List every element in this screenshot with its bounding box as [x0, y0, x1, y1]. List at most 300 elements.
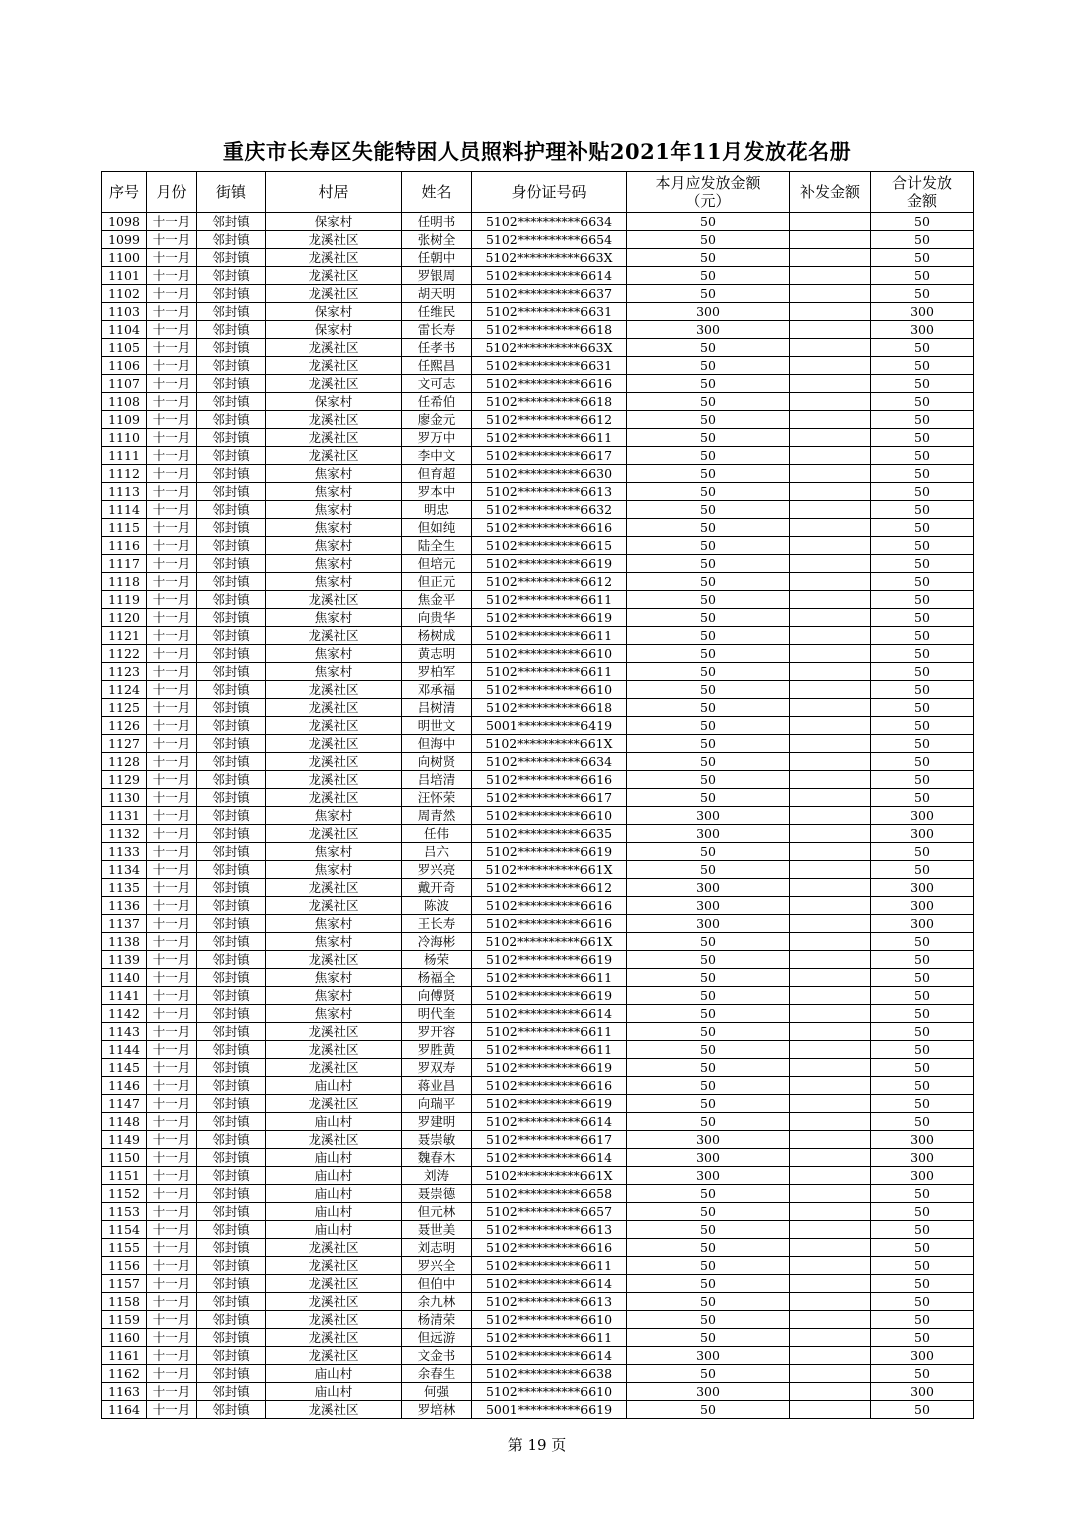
cell-id-number: 5102**********6612 — [472, 411, 627, 429]
cell-town: 邻封镇 — [197, 1239, 266, 1257]
col-header-village: 村居 — [266, 172, 402, 213]
cell-supplement-amount — [790, 1023, 871, 1041]
cell-id-number: 5102**********661X — [472, 735, 627, 753]
cell-monthly-amount: 300 — [627, 1167, 790, 1185]
cell-town: 邻封镇 — [197, 1275, 266, 1293]
cell-month: 十一月 — [147, 429, 197, 447]
cell-village: 龙溪社区 — [266, 1095, 402, 1113]
cell-supplement-amount — [790, 1185, 871, 1203]
cell-total-amount: 50 — [871, 1293, 974, 1311]
cell-total-amount: 50 — [871, 501, 974, 519]
cell-town: 邻封镇 — [197, 357, 266, 375]
cell-total-amount: 50 — [871, 861, 974, 879]
cell-id-number: 5102**********6614 — [472, 1275, 627, 1293]
cell-town: 邻封镇 — [197, 231, 266, 249]
cell-index: 1148 — [102, 1113, 147, 1131]
cell-month: 十一月 — [147, 1185, 197, 1203]
table-row — [102, 1059, 974, 1077]
cell-village: 庙山村 — [266, 1365, 402, 1383]
cell-name: 杨清荣 — [402, 1311, 472, 1329]
cell-village: 焦家村 — [266, 861, 402, 879]
cell-village: 龙溪社区 — [266, 789, 402, 807]
cell-index: 1159 — [102, 1311, 147, 1329]
cell-name: 但正元 — [402, 573, 472, 591]
cell-total-amount: 300 — [871, 1347, 974, 1365]
cell-monthly-amount: 50 — [627, 231, 790, 249]
table-row — [102, 681, 974, 699]
cell-id-number: 5102**********6610 — [472, 681, 627, 699]
cell-monthly-amount: 50 — [627, 933, 790, 951]
cell-town: 邻封镇 — [197, 1023, 266, 1041]
cell-monthly-amount: 50 — [627, 861, 790, 879]
cell-month: 十一月 — [147, 789, 197, 807]
cell-total-amount: 300 — [871, 303, 974, 321]
cell-id-number: 5102**********6634 — [472, 213, 627, 231]
cell-monthly-amount: 50 — [627, 501, 790, 519]
table-row — [102, 1131, 974, 1149]
cell-village: 龙溪社区 — [266, 1257, 402, 1275]
cell-monthly-amount: 50 — [627, 249, 790, 267]
cell-index: 1112 — [102, 465, 147, 483]
cell-supplement-amount — [790, 645, 871, 663]
table-row — [102, 267, 974, 285]
table-row — [102, 447, 974, 465]
cell-index: 1160 — [102, 1329, 147, 1347]
cell-id-number: 5102**********663X — [472, 339, 627, 357]
cell-town: 邻封镇 — [197, 663, 266, 681]
cell-monthly-amount: 50 — [627, 987, 790, 1005]
cell-village: 龙溪社区 — [266, 699, 402, 717]
cell-month: 十一月 — [147, 465, 197, 483]
table-row — [102, 285, 974, 303]
cell-month: 十一月 — [147, 1023, 197, 1041]
cell-id-number: 5102**********6615 — [472, 537, 627, 555]
cell-monthly-amount: 50 — [627, 411, 790, 429]
cell-total-amount: 50 — [871, 1365, 974, 1383]
cell-monthly-amount: 50 — [627, 1365, 790, 1383]
cell-name: 向傅贤 — [402, 987, 472, 1005]
page-number: 第 19 页 — [507, 1436, 567, 1454]
cell-name: 罗万中 — [402, 429, 472, 447]
cell-id-number: 5102**********6619 — [472, 843, 627, 861]
table-row — [102, 771, 974, 789]
cell-total-amount: 50 — [871, 231, 974, 249]
cell-supplement-amount — [790, 987, 871, 1005]
cell-id-number: 5102**********6631 — [472, 357, 627, 375]
table-row — [102, 789, 974, 807]
cell-town: 邻封镇 — [197, 339, 266, 357]
cell-village: 焦家村 — [266, 933, 402, 951]
cell-total-amount: 50 — [871, 645, 974, 663]
table-row — [102, 1113, 974, 1131]
cell-month: 十一月 — [147, 393, 197, 411]
cell-total-amount: 50 — [871, 1059, 974, 1077]
cell-id-number: 5102**********6658 — [472, 1185, 627, 1203]
cell-supplement-amount — [790, 1113, 871, 1131]
cell-month: 十一月 — [147, 231, 197, 249]
cell-village: 龙溪社区 — [266, 753, 402, 771]
cell-name: 戴开奇 — [402, 879, 472, 897]
cell-village: 保家村 — [266, 321, 402, 339]
cell-name: 任希伯 — [402, 393, 472, 411]
cell-name: 廖金元 — [402, 411, 472, 429]
cell-id-number: 5102**********6611 — [472, 1041, 627, 1059]
cell-total-amount: 50 — [871, 429, 974, 447]
table-row — [102, 843, 974, 861]
table-row — [102, 699, 974, 717]
table-row — [102, 393, 974, 411]
cell-monthly-amount: 300 — [627, 879, 790, 897]
cell-town: 邻封镇 — [197, 393, 266, 411]
table-row — [102, 1311, 974, 1329]
cell-name: 罗培林 — [402, 1401, 472, 1419]
cell-id-number: 5102**********6619 — [472, 1095, 627, 1113]
cell-village: 龙溪社区 — [266, 249, 402, 267]
cell-name: 王长寿 — [402, 915, 472, 933]
cell-monthly-amount: 50 — [627, 699, 790, 717]
cell-index: 1128 — [102, 753, 147, 771]
table-row — [102, 429, 974, 447]
cell-month: 十一月 — [147, 1257, 197, 1275]
cell-month: 十一月 — [147, 1401, 197, 1419]
cell-id-number: 5102**********6610 — [472, 807, 627, 825]
cell-id-number: 5102**********6619 — [472, 609, 627, 627]
cell-name: 但育超 — [402, 465, 472, 483]
cell-name: 但如纯 — [402, 519, 472, 537]
cell-total-amount: 50 — [871, 681, 974, 699]
cell-monthly-amount: 50 — [627, 951, 790, 969]
cell-supplement-amount — [790, 915, 871, 933]
table-row — [102, 861, 974, 879]
cell-id-number: 5102**********6618 — [472, 393, 627, 411]
cell-total-amount: 50 — [871, 717, 974, 735]
cell-name: 魏春木 — [402, 1149, 472, 1167]
table-row — [102, 987, 974, 1005]
cell-month: 十一月 — [147, 1059, 197, 1077]
table-row — [102, 1167, 974, 1185]
cell-name: 向贵华 — [402, 609, 472, 627]
cell-id-number: 5102**********6614 — [472, 267, 627, 285]
cell-id-number: 5102**********6657 — [472, 1203, 627, 1221]
cell-name: 张树全 — [402, 231, 472, 249]
cell-total-amount: 300 — [871, 879, 974, 897]
cell-town: 邻封镇 — [197, 519, 266, 537]
cell-index: 1143 — [102, 1023, 147, 1041]
cell-index: 1102 — [102, 285, 147, 303]
cell-village: 焦家村 — [266, 573, 402, 591]
cell-id-number: 5102**********6631 — [472, 303, 627, 321]
cell-index: 1126 — [102, 717, 147, 735]
cell-town: 邻封镇 — [197, 699, 266, 717]
cell-month: 十一月 — [147, 717, 197, 735]
cell-village: 焦家村 — [266, 663, 402, 681]
table-row — [102, 1041, 974, 1059]
cell-month: 十一月 — [147, 1347, 197, 1365]
cell-village: 焦家村 — [266, 843, 402, 861]
cell-town: 邻封镇 — [197, 375, 266, 393]
table-row — [102, 663, 974, 681]
cell-total-amount: 50 — [871, 357, 974, 375]
cell-name: 聂崇德 — [402, 1185, 472, 1203]
cell-town: 邻封镇 — [197, 483, 266, 501]
header-row — [102, 172, 974, 213]
table-row — [102, 501, 974, 519]
cell-total-amount: 50 — [871, 1023, 974, 1041]
col-header-month: 月份 — [147, 172, 197, 213]
cell-month: 十一月 — [147, 753, 197, 771]
cell-id-number: 5102**********6634 — [472, 753, 627, 771]
col-header-monthly-amount: 本月应发放金额（元） — [627, 172, 790, 213]
cell-id-number: 5102**********661X — [472, 861, 627, 879]
cell-id-number: 5102**********6613 — [472, 1293, 627, 1311]
cell-name: 杨荣 — [402, 951, 472, 969]
cell-town: 邻封镇 — [197, 573, 266, 591]
cell-monthly-amount: 50 — [627, 1113, 790, 1131]
cell-id-number: 5102**********6614 — [472, 1347, 627, 1365]
table-row — [102, 1401, 974, 1419]
cell-name: 罗兴亮 — [402, 861, 472, 879]
cell-town: 邻封镇 — [197, 1329, 266, 1347]
cell-supplement-amount — [790, 717, 871, 735]
cell-month: 十一月 — [147, 897, 197, 915]
cell-supplement-amount — [790, 375, 871, 393]
cell-town: 邻封镇 — [197, 1365, 266, 1383]
cell-id-number: 5102**********6612 — [472, 879, 627, 897]
cell-village: 龙溪社区 — [266, 285, 402, 303]
cell-id-number: 5102**********6616 — [472, 897, 627, 915]
cell-name: 向瑞平 — [402, 1095, 472, 1113]
cell-total-amount: 50 — [871, 969, 974, 987]
cell-month: 十一月 — [147, 411, 197, 429]
cell-index: 1104 — [102, 321, 147, 339]
table-row — [102, 1383, 974, 1401]
cell-month: 十一月 — [147, 357, 197, 375]
cell-index: 1118 — [102, 573, 147, 591]
cell-id-number: 5102**********6619 — [472, 1059, 627, 1077]
cell-name: 任伟 — [402, 825, 472, 843]
cell-monthly-amount: 50 — [627, 483, 790, 501]
table-row — [102, 213, 974, 231]
table-row — [102, 735, 974, 753]
cell-total-amount: 50 — [871, 375, 974, 393]
cell-id-number: 5102**********6616 — [472, 1239, 627, 1257]
cell-id-number: 5102**********6614 — [472, 1149, 627, 1167]
cell-month: 十一月 — [147, 1077, 197, 1095]
cell-index: 1158 — [102, 1293, 147, 1311]
cell-month: 十一月 — [147, 879, 197, 897]
table-row — [102, 1077, 974, 1095]
cell-village: 龙溪社区 — [266, 627, 402, 645]
cell-monthly-amount: 50 — [627, 1203, 790, 1221]
table-row — [102, 1347, 974, 1365]
cell-name: 杨福全 — [402, 969, 472, 987]
cell-supplement-amount — [790, 393, 871, 411]
cell-monthly-amount: 50 — [627, 1275, 790, 1293]
cell-monthly-amount: 50 — [627, 735, 790, 753]
cell-supplement-amount — [790, 339, 871, 357]
cell-supplement-amount — [790, 1077, 871, 1095]
table-row — [102, 1275, 974, 1293]
cell-supplement-amount — [790, 537, 871, 555]
cell-village: 焦家村 — [266, 519, 402, 537]
cell-supplement-amount — [790, 501, 871, 519]
cell-month: 十一月 — [147, 1041, 197, 1059]
cell-town: 邻封镇 — [197, 555, 266, 573]
cell-id-number: 5102**********6617 — [472, 447, 627, 465]
cell-name: 任朝中 — [402, 249, 472, 267]
cell-total-amount: 50 — [871, 1185, 974, 1203]
cell-month: 十一月 — [147, 285, 197, 303]
cell-total-amount: 300 — [871, 915, 974, 933]
cell-total-amount: 50 — [871, 1401, 974, 1419]
cell-monthly-amount: 50 — [627, 1023, 790, 1041]
cell-monthly-amount: 50 — [627, 213, 790, 231]
cell-village: 龙溪社区 — [266, 1059, 402, 1077]
cell-monthly-amount: 50 — [627, 645, 790, 663]
cell-index: 1164 — [102, 1401, 147, 1419]
cell-month: 十一月 — [147, 969, 197, 987]
cell-monthly-amount: 50 — [627, 537, 790, 555]
cell-town: 邻封镇 — [197, 1167, 266, 1185]
cell-total-amount: 50 — [871, 213, 974, 231]
cell-monthly-amount: 300 — [627, 303, 790, 321]
cell-town: 邻封镇 — [197, 771, 266, 789]
cell-name: 陆全生 — [402, 537, 472, 555]
cell-supplement-amount — [790, 465, 871, 483]
cell-id-number: 5102**********6637 — [472, 285, 627, 303]
cell-town: 邻封镇 — [197, 1059, 266, 1077]
cell-supplement-amount — [790, 249, 871, 267]
cell-name: 向树贤 — [402, 753, 472, 771]
cell-name: 汪怀荣 — [402, 789, 472, 807]
cell-town: 邻封镇 — [197, 861, 266, 879]
cell-total-amount: 50 — [871, 789, 974, 807]
col-header-town: 街镇 — [197, 172, 266, 213]
cell-supplement-amount — [790, 735, 871, 753]
cell-town: 邻封镇 — [197, 1149, 266, 1167]
cell-index: 1154 — [102, 1221, 147, 1239]
cell-index: 1099 — [102, 231, 147, 249]
cell-id-number: 5102**********6611 — [472, 1329, 627, 1347]
cell-index: 1141 — [102, 987, 147, 1005]
cell-town: 邻封镇 — [197, 735, 266, 753]
cell-supplement-amount — [790, 411, 871, 429]
cell-month: 十一月 — [147, 771, 197, 789]
cell-id-number: 5102**********6611 — [472, 1023, 627, 1041]
cell-name: 罗建明 — [402, 1113, 472, 1131]
cell-monthly-amount: 50 — [627, 267, 790, 285]
cell-village: 龙溪社区 — [266, 771, 402, 789]
cell-month: 十一月 — [147, 933, 197, 951]
cell-name: 明代奎 — [402, 1005, 472, 1023]
cell-name: 黄志明 — [402, 645, 472, 663]
cell-id-number: 5102**********6630 — [472, 465, 627, 483]
cell-name: 刘涛 — [402, 1167, 472, 1185]
cell-village: 焦家村 — [266, 1005, 402, 1023]
cell-village: 龙溪社区 — [266, 1275, 402, 1293]
cell-monthly-amount: 300 — [627, 1383, 790, 1401]
cell-village: 焦家村 — [266, 915, 402, 933]
cell-month: 十一月 — [147, 609, 197, 627]
cell-month: 十一月 — [147, 861, 197, 879]
cell-total-amount: 50 — [871, 1203, 974, 1221]
cell-monthly-amount: 50 — [627, 1005, 790, 1023]
cell-name: 罗胜黄 — [402, 1041, 472, 1059]
table-row — [102, 519, 974, 537]
cell-index: 1103 — [102, 303, 147, 321]
cell-monthly-amount: 50 — [627, 465, 790, 483]
cell-index: 1133 — [102, 843, 147, 861]
cell-monthly-amount: 50 — [627, 1059, 790, 1077]
cell-total-amount: 50 — [871, 1257, 974, 1275]
cell-month: 十一月 — [147, 1311, 197, 1329]
cell-id-number: 5102**********6613 — [472, 483, 627, 501]
table-row — [102, 483, 974, 501]
cell-town: 邻封镇 — [197, 753, 266, 771]
cell-id-number: 5102**********6635 — [472, 825, 627, 843]
cell-id-number: 5102**********661X — [472, 933, 627, 951]
cell-supplement-amount — [790, 1275, 871, 1293]
cell-supplement-amount — [790, 555, 871, 573]
cell-month: 十一月 — [147, 1383, 197, 1401]
cell-name: 吕树清 — [402, 699, 472, 717]
cell-village: 龙溪社区 — [266, 267, 402, 285]
cell-supplement-amount — [790, 1293, 871, 1311]
cell-town: 邻封镇 — [197, 321, 266, 339]
cell-month: 十一月 — [147, 915, 197, 933]
cell-supplement-amount — [790, 1167, 871, 1185]
cell-month: 十一月 — [147, 825, 197, 843]
cell-village: 焦家村 — [266, 555, 402, 573]
cell-monthly-amount: 50 — [627, 429, 790, 447]
cell-name: 聂世美 — [402, 1221, 472, 1239]
table-row — [102, 645, 974, 663]
cell-supplement-amount — [790, 1365, 871, 1383]
table-row — [102, 357, 974, 375]
cell-town: 邻封镇 — [197, 1113, 266, 1131]
cell-village: 龙溪社区 — [266, 231, 402, 249]
cell-total-amount: 50 — [871, 339, 974, 357]
cell-id-number: 5102**********6617 — [472, 789, 627, 807]
cell-town: 邻封镇 — [197, 627, 266, 645]
table-row — [102, 627, 974, 645]
cell-village: 焦家村 — [266, 987, 402, 1005]
cell-supplement-amount — [790, 609, 871, 627]
cell-town: 邻封镇 — [197, 1203, 266, 1221]
cell-monthly-amount: 50 — [627, 1041, 790, 1059]
cell-village: 龙溪社区 — [266, 1041, 402, 1059]
cell-village: 龙溪社区 — [266, 1311, 402, 1329]
cell-supplement-amount — [790, 825, 871, 843]
col-header-total-amount: 合计发放金额 — [871, 172, 974, 213]
cell-index: 1109 — [102, 411, 147, 429]
cell-month: 十一月 — [147, 627, 197, 645]
cell-id-number: 5102**********6614 — [472, 1005, 627, 1023]
cell-village: 龙溪社区 — [266, 717, 402, 735]
cell-village: 龙溪社区 — [266, 681, 402, 699]
cell-supplement-amount — [790, 861, 871, 879]
cell-monthly-amount: 50 — [627, 681, 790, 699]
cell-name: 文可志 — [402, 375, 472, 393]
table-row — [102, 1095, 974, 1113]
col-header-name: 姓名 — [402, 172, 472, 213]
cell-supplement-amount — [790, 1095, 871, 1113]
table-row — [102, 915, 974, 933]
cell-town: 邻封镇 — [197, 1311, 266, 1329]
cell-total-amount: 50 — [871, 753, 974, 771]
cell-name: 陈波 — [402, 897, 472, 915]
cell-index: 1156 — [102, 1257, 147, 1275]
